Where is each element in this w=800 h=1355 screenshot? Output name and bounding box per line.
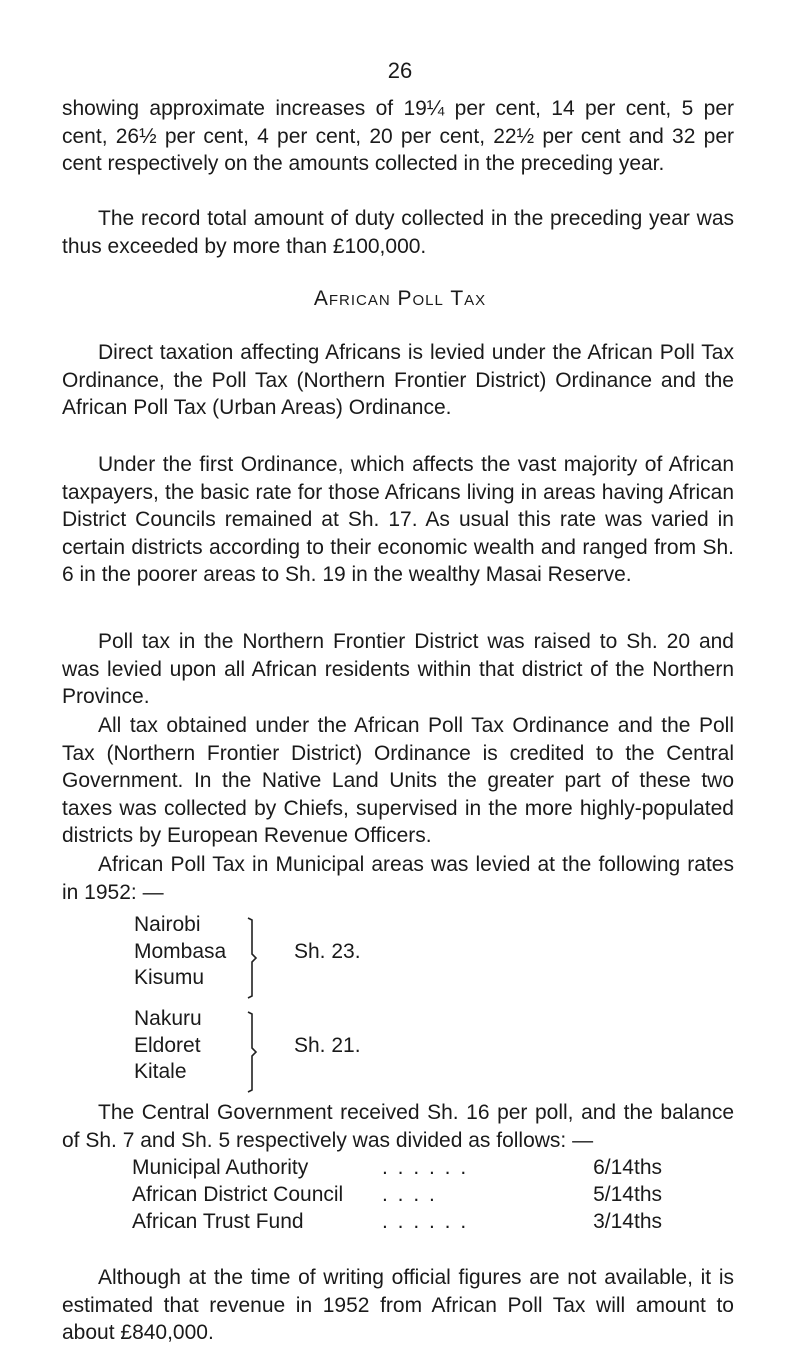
paragraph-central-government: All tax obtained under the African Poll Tax Ordinance and the Poll Tax (Northern Frontier District) Ordinance is credited to the Central Government. In the Native Land Units the greater part of these two taxes was collected by Chiefs, supervised in the more highly-populated districts by European Revenue Officers. [62,714,734,847]
rate-group-2-towns [134,1006,202,1086]
allocation-label: Municipal Authority [132,1156,309,1179]
brace-icon [246,916,260,1000]
town-name: Kisumu [134,966,205,989]
leader-dots: . . . . . . [382,1210,469,1233]
paragraph-first-ordinance: Under the first Ordinance, which affects the vast majority of African taxpayers, the basic rate for those Africans living in areas having African District Councils remained at Sh. 17. As usual this rate was varied in certain districts according to their economic wealth and ranged from Sh. 6 in the poorer areas to Sh. 19 in the wealthy Masai Reserve. [62,453,734,586]
rate-group-2-rate: Sh. 21. [294,1034,361,1057]
allocation-label: African District Council [132,1183,344,1206]
paragraph-estimated-revenue: Although at the time of writing official figures are not available, it is estimated that revenue in 1952 from African Poll Tax will amount to about £840,000. [62,1266,734,1344]
allocation-row [132,1181,662,1208]
paragraph-record-duty: The record total amount of duty collected in the preceding year was thus exceeded by more than £100,000. [62,207,734,258]
allocation-value: 5/14ths [593,1183,662,1206]
allocation-value: 6/14ths [593,1156,662,1179]
town-name: Nakuru [134,1007,202,1030]
allocation-row [132,1208,662,1235]
town-name: Nairobi [134,913,201,936]
rate-group-1-rate: Sh. 23. [294,940,361,963]
allocation-value: 3/14ths [593,1210,662,1233]
paragraph-balance-division: The Central Government received Sh. 16 per poll, and the balance of Sh. 7 and Sh. 5 respectively was divided as follows: — [62,1101,734,1152]
paragraph-northern-frontier: Poll tax in the Northern Frontier District was raised to Sh. 20 and was levied upon all African residents within that district of the Northern Province. [62,630,734,708]
page-number: 26 [387,58,413,83]
town-name: Mombasa [134,939,227,963]
paragraph-direct-taxation: Direct taxation affecting Africans is levied under the African Poll Tax Ordinance, the Poll Tax (Northern Frontier District) Ordinance and the African Poll Tax (Urban Areas) Ordinance. [62,341,734,419]
leader-dots: . . . . [382,1183,437,1206]
allocation-row [132,1154,662,1181]
brace-icon [246,1010,260,1094]
paragraph-duty-increases: showing approximate increases of 19¼ per cent, 14 per cent, 5 per cent, 26½ per cent, 4 per cent, 20 per cent, 22½ per cent and 32 per cent respectively on the amounts collected in the preceding year. [62,97,734,175]
allocation-list [132,1154,662,1235]
allocation-label: African Trust Fund [132,1210,304,1233]
town-name: Kitale [134,1060,187,1083]
town-name: Eldoret [134,1033,201,1057]
leader-dots: . . . . . . [382,1156,469,1179]
rate-group-1-towns [134,912,226,992]
paragraph-municipal-rates: African Poll Tax in Municipal areas was levied at the following rates in 1952: — [62,853,734,904]
section-heading: African Poll Tax [313,287,487,310]
